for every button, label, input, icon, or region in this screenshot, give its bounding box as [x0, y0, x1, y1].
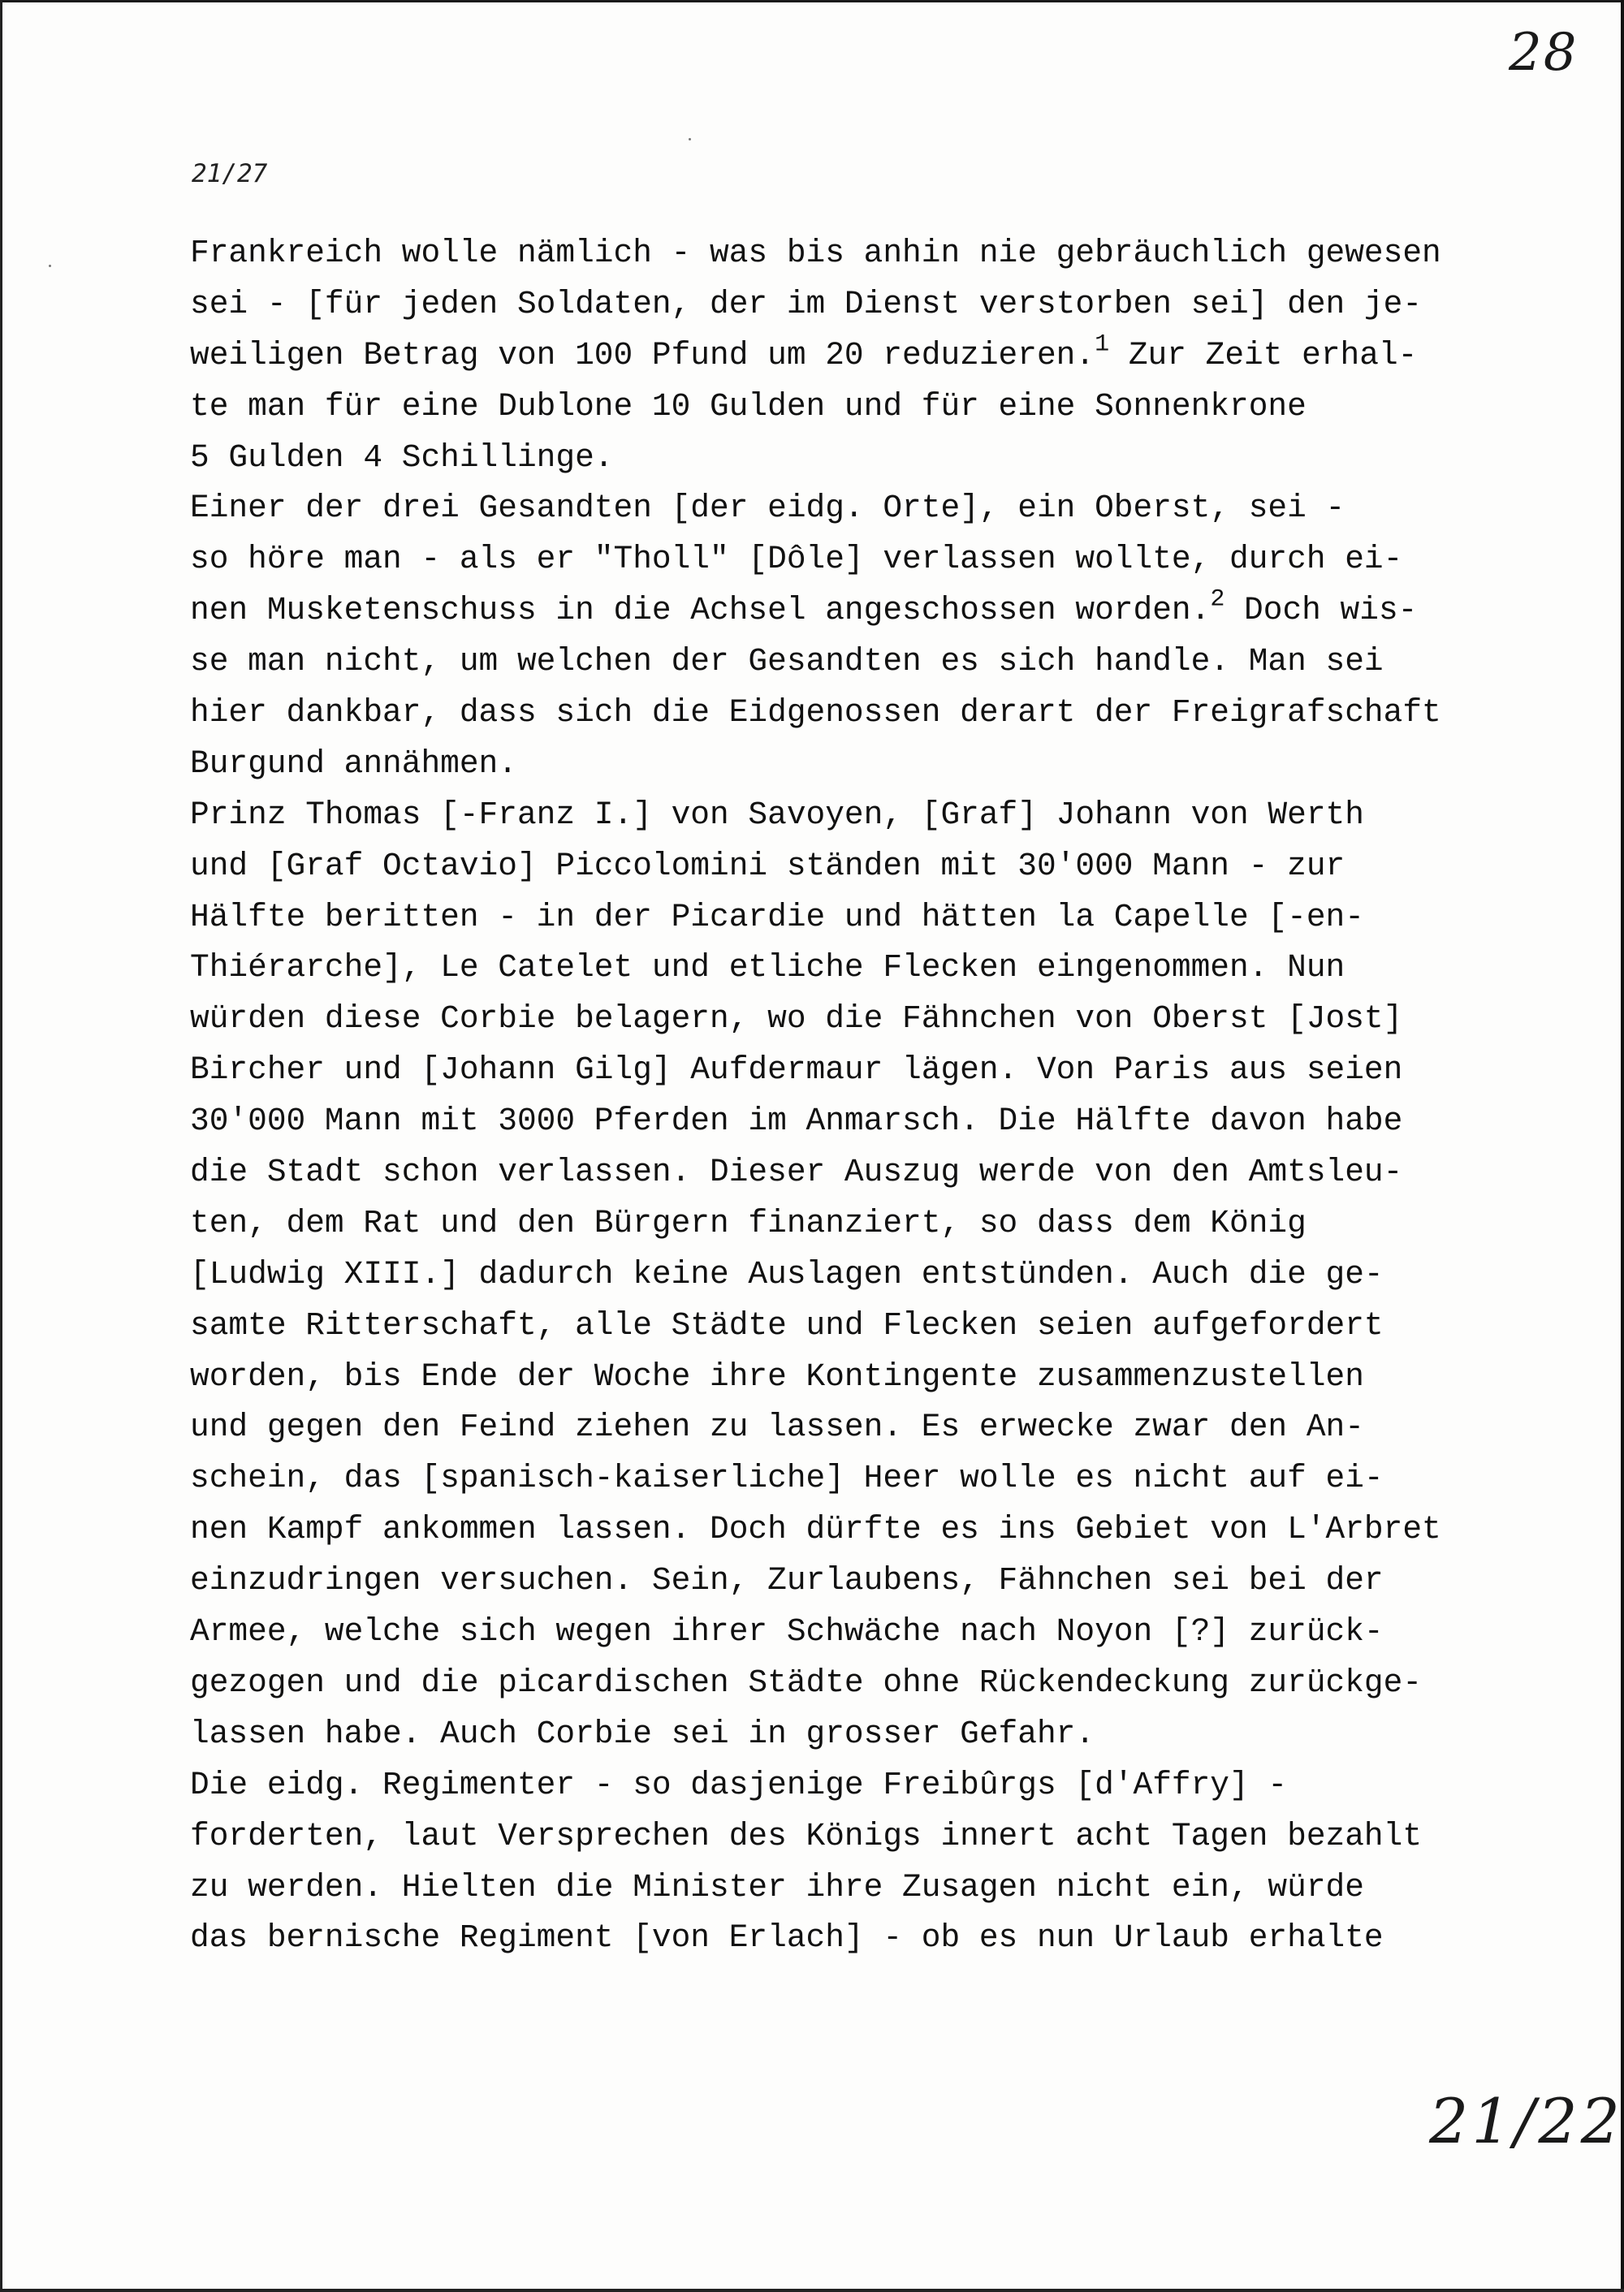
text-line-content: worden, bis Ende der Woche ihre Kontingente zusammenzustellen	[190, 1358, 1364, 1395]
text-line-content: nen Musketenschuss in die Achsel angeschossen worden.	[190, 592, 1211, 629]
text-line-content: die Stadt schon verlassen. Dieser Auszug werde von den Amtsleu-	[190, 1154, 1403, 1191]
text-line	[190, 688, 1489, 739]
text-line-content: te man für eine Dublone 10 Gulden und für eine Sonnenkrone	[190, 387, 1307, 425]
text-line-content: 30'000 Mann mit 3000 Pferden im Anmarsch. Die Hälfte davon habe	[190, 1103, 1403, 1140]
text-line	[190, 841, 1489, 892]
text-line-content: gezogen und die picardischen Städte ohne Rückendeckung zurückge-	[190, 1664, 1423, 1701]
text-line-content: Frankreich wolle nämlich - was bis anhin nie gebräuchlich gewesen	[190, 235, 1441, 271]
text-line	[190, 279, 1489, 330]
text-line	[190, 1147, 1489, 1198]
text-line-content: samte Ritterschaft, alle Städte und Flecken seien aufgefordert	[190, 1306, 1384, 1344]
text-line-content: schein, das [spanisch-kaiserliche] Heer wolle es nicht auf ei-	[190, 1460, 1384, 1497]
footnote-marker: 2	[1210, 585, 1225, 614]
text-line	[190, 1453, 1489, 1504]
text-line	[190, 790, 1489, 841]
text-line-content: Prinz Thomas [-Franz I.] von Savoyen, [Graf] Johann von Werth	[190, 796, 1364, 833]
text-line-content: nen Kampf ankommen lassen. Doch dürfte es ins Gebiet von L'Arbret	[190, 1511, 1441, 1548]
text-line	[190, 534, 1489, 585]
scan-edge-top	[0, 0, 1624, 2]
text-line-content: einzudringen versuchen. Sein, Zurlaubens, Fähnchen sei bei der	[190, 1562, 1384, 1599]
text-line	[190, 585, 1489, 637]
text-line	[190, 1045, 1489, 1096]
text-line	[190, 1096, 1489, 1147]
text-line-content: Bircher und [Johann Gilg] Aufdermaur lägen. Von Paris aus seien	[190, 1051, 1403, 1089]
text-line	[190, 1811, 1489, 1863]
text-line	[190, 739, 1489, 790]
text-line	[190, 382, 1489, 433]
text-line	[190, 1504, 1489, 1556]
text-line	[190, 330, 1489, 382]
text-line-content: forderten, laut Versprechen des Königs innert acht Tagen bezahlt	[190, 1817, 1423, 1854]
text-line	[190, 228, 1489, 279]
text-line-content: Thiérarche], Le Catelet und etliche Flecken eingenommen. Nun	[190, 949, 1345, 986]
text-line-content: sei - [für jeden Soldaten, der im Dienst verstorben sei] den je-	[190, 285, 1423, 322]
text-line	[190, 892, 1489, 943]
text-line-content: Hälfte beritten - in der Picardie und hätten la Capelle [-en-	[190, 898, 1364, 935]
scan-edge-right	[1621, 0, 1624, 2292]
text-line	[190, 1402, 1489, 1453]
handwritten-folio-number: 21/22	[1429, 2085, 1624, 2157]
text-line-content: und [Graf Octavio] Piccolomini ständen mit 30'000 Mann - zur	[190, 847, 1345, 884]
text-line-content: [Ludwig XIII.] dadurch keine Auslagen entstünden. Auch die ge-	[190, 1255, 1384, 1293]
text-line	[190, 483, 1489, 534]
text-line	[190, 433, 1489, 484]
text-line	[190, 994, 1489, 1045]
text-line	[190, 943, 1489, 994]
text-line-content: so höre man - als er "Tholl" [Dôle] verlassen wollte, durch ei-	[190, 541, 1403, 578]
text-line-content: se man nicht, um welchen der Gesandten es sich handle. Man sei	[190, 643, 1384, 680]
text-line-content: und gegen den Feind ziehen zu lassen. Es erwecke zwar den An-	[190, 1409, 1364, 1446]
text-line-content: das bernische Regiment [von Erlach] - ob es nun Urlaub erhalte	[190, 1919, 1384, 1957]
text-line	[190, 1658, 1489, 1709]
text-line-continuation: Doch wis-	[1224, 592, 1418, 629]
text-line	[190, 1607, 1489, 1658]
text-line	[190, 1250, 1489, 1301]
text-line	[190, 1352, 1489, 1403]
scan-speck	[49, 265, 51, 267]
text-line-content: Einer der drei Gesandten [der eidg. Orte], ein Oberst, sei -	[190, 490, 1345, 527]
scan-speck	[689, 138, 691, 140]
text-line-content: Die eidg. Regimenter - so dasjenige Freibûrgs [d'Affry] -	[190, 1766, 1288, 1803]
text-line-content: Armee, welche sich wegen ihrer Schwäche nach Noyon [?] zurück-	[190, 1613, 1384, 1651]
scan-edge-left	[0, 0, 2, 2292]
document-reference: 21/27	[192, 159, 268, 188]
text-line-content: würden diese Corbie belagern, wo die Fähnchen von Oberst [Jost]	[190, 1000, 1403, 1038]
text-line	[190, 1863, 1489, 1914]
text-line-content: lassen habe. Auch Corbie sei in grosser Gefahr.	[190, 1715, 1095, 1752]
footnote-marker: 1	[1095, 330, 1110, 359]
text-line-continuation: Zur Zeit erhal-	[1109, 336, 1418, 373]
typed-body-text	[190, 228, 1489, 1964]
text-line	[190, 1913, 1489, 1964]
text-line-content: Burgund annähmen.	[190, 745, 517, 782]
text-line	[190, 1760, 1489, 1811]
handwritten-page-number: 28	[1509, 23, 1579, 83]
text-line	[190, 1556, 1489, 1607]
text-line-content: zu werden. Hielten die Minister ihre Zusagen nicht ein, würde	[190, 1868, 1364, 1906]
text-line	[190, 1198, 1489, 1250]
text-line-content: 5 Gulden 4 Schillinge.	[190, 438, 614, 476]
text-line	[190, 1709, 1489, 1760]
text-line-content: weiligen Betrag von 100 Pfund um 20 reduzieren.	[190, 336, 1095, 373]
text-line	[190, 1301, 1489, 1352]
text-line	[190, 637, 1489, 688]
text-line-content: hier dankbar, dass sich die Eidgenossen derart der Freigrafschaft	[190, 694, 1441, 732]
text-line-content: ten, dem Rat und den Bürgern finanziert, so dass dem König	[190, 1204, 1307, 1241]
scan-edge-bottom	[0, 2289, 1624, 2292]
